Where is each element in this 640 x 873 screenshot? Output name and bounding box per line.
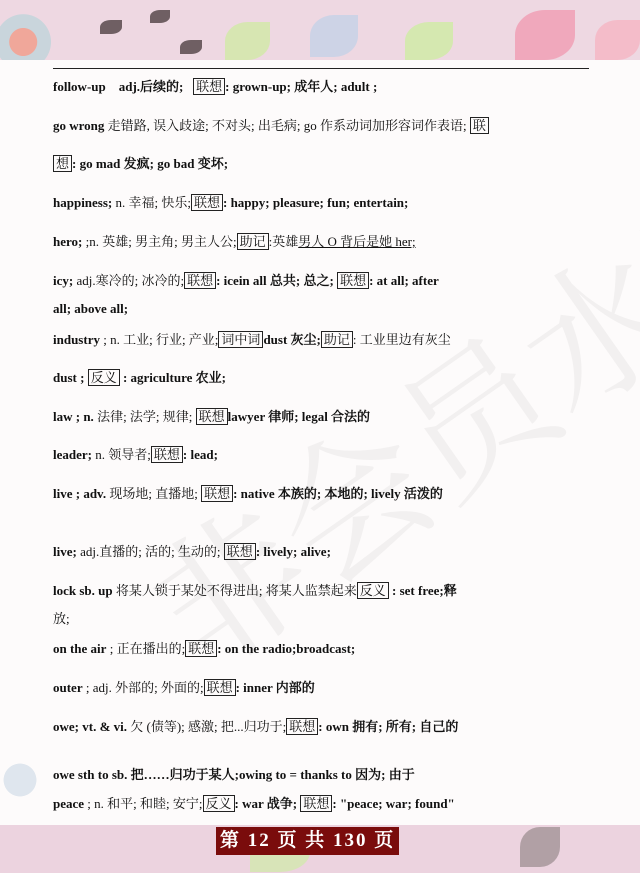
association-tag: 联想 (191, 194, 223, 211)
antonym-tag: 反义 (88, 369, 120, 386)
entry-owe-sth-to-sb: owe sth to sb. 把……归功于某人;owing to = thanks to 因为; 由于 (53, 767, 415, 782)
entry-industry: industry ; n. 工业; 行业; 产业; 词中词 dust 灰尘; 助记 : 工业里边有灰尘 (53, 332, 451, 347)
entry-leader: leader; n. 领导者; 联想 : lead; (53, 447, 218, 462)
leaf-decoration (150, 10, 170, 23)
document-page (0, 60, 640, 825)
entry-live-adj: live; adj.直播的; 活的; 生动的; 联想 : lively; alive; (53, 544, 331, 559)
leaf-decoration (225, 22, 270, 60)
leaf-decoration (100, 20, 122, 34)
association-tag: 联想 (286, 718, 318, 735)
entry-lock-up: lock sb. up 将某人锁于某处不得进出; 将某人监禁起来 反义 : set free;释 (53, 583, 457, 598)
leaf-decoration (520, 827, 560, 867)
entry-law: law ; n. 法律; 法学; 规律; 联想 lawyer 律师; legal 合法的 (53, 409, 371, 424)
antonym-tag: 反义 (203, 795, 235, 812)
leaf-decoration (405, 22, 453, 60)
leaf-decoration (310, 15, 358, 57)
entry-lock-up-cont: 放; (53, 611, 70, 626)
association-tag: 联想 (224, 543, 256, 560)
entry-outer: outer ; adj. 外部的; 外面的; 联想 : inner 内部的 (53, 680, 315, 695)
association-tag: 联想 (337, 272, 369, 289)
entry-icy-cont: all; above all; (53, 301, 129, 316)
leaf-decoration (515, 10, 575, 60)
mnemonic-tag: 助记 (237, 233, 269, 250)
entry-go-wrong: go wrong 走错路, 误入歧途; 不对头; 出毛病; go 作系动词加形容词作表语; 联 (53, 117, 489, 135)
association-tag: 联想 (204, 679, 236, 696)
entry-peace: peace ; n. 和平; 和睦; 安宁; 反义 : war 战争; 联想 : "peace; war; found" (53, 796, 455, 811)
header-rule (53, 68, 589, 69)
page-number: 第 12 页 共 130 页 (216, 827, 399, 855)
association-tag: 想 (53, 155, 72, 172)
leaf-decoration (595, 20, 640, 60)
entry-on-the-air: on the air ; 正在播出的; 联想 : on the radio;broadcast; (53, 641, 356, 656)
association-tag: 联想 (193, 78, 225, 95)
association-tag: 联想 (184, 272, 216, 289)
entry-owe: owe; vt. & vi. 欠 (债等); 感激; 把...归功于; 联想 : own 拥有; 所有; 自己的 (53, 719, 459, 734)
entry-icy: icy; adj.寒冷的; 冰冷的; 联想 : icein all 总共; 总之; 联想 : at all; after (53, 273, 439, 288)
association-tag: 联想 (185, 640, 217, 657)
association-tag: 联想 (151, 446, 183, 463)
entry-industry-cont: dust ; 反义 : agriculture 农业; (53, 370, 226, 385)
association-tag: 联 (470, 117, 489, 134)
mnemonic-tag: 助记 (321, 331, 353, 348)
decorative-header-band (0, 0, 640, 62)
leaf-decoration (180, 40, 202, 54)
entry-live-adv: live ; adv. 现场地; 直播地; 联想 : native 本族的; 本地的; lively 活泼的 (53, 486, 443, 501)
association-tag: 联想 (196, 408, 228, 425)
entry-happiness: happiness; n. 幸福; 快乐; 联想 : happy; pleasure; fun; entertain; (53, 195, 409, 210)
entry-go-wrong-cont: 想 : go mad 发疯; go bad 变坏; (53, 155, 228, 173)
antonym-tag: 反义 (357, 582, 389, 599)
entry-follow-up: follow-up adj.后续的; 联想 : grown-up; 成年人; adult ; (53, 79, 378, 94)
association-tag: 联想 (300, 795, 332, 812)
butterfly-illustration (0, 750, 40, 810)
word-in-word-tag: 词中词 (218, 331, 263, 348)
entry-hero: hero; ;n. 英雄; 男主角; 男主人公; 助记 :英雄男人 O 背后是她 her; (53, 234, 416, 249)
association-tag: 联想 (201, 485, 233, 502)
